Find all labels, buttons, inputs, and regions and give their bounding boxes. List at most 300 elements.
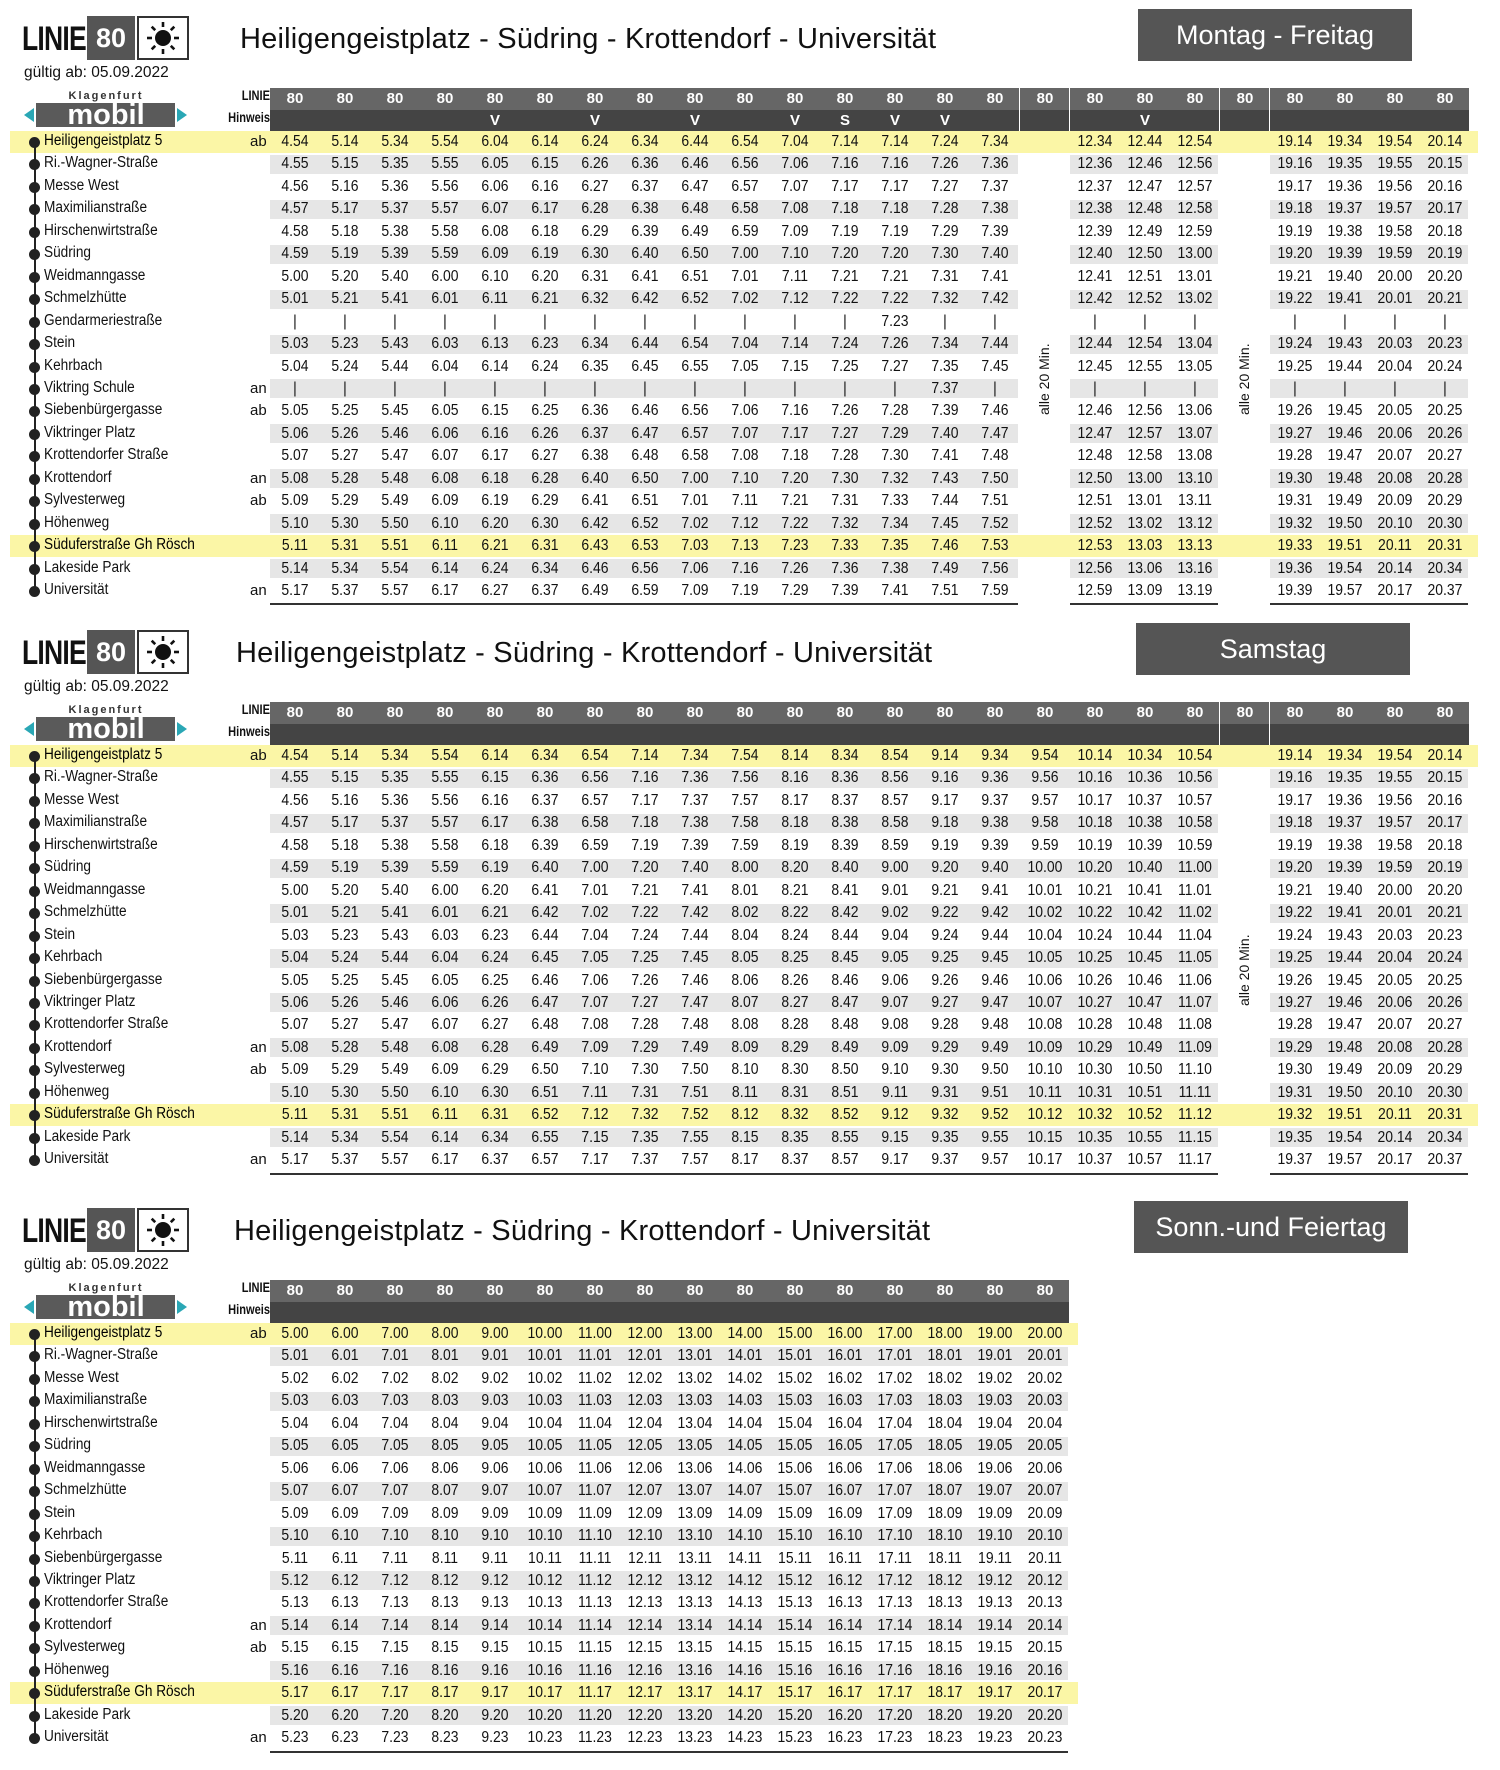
departure-time: 12.06 xyxy=(627,1459,663,1477)
departure-time: 20.06 xyxy=(1027,1459,1063,1477)
departure-time: 19.17 xyxy=(1277,791,1313,809)
departure-time: 9.34 xyxy=(981,747,1009,764)
departure-time: 12.41 xyxy=(1077,267,1113,285)
departure-time: 9.11 xyxy=(881,1083,909,1101)
departure-time: 6.41 xyxy=(631,267,659,285)
stop-marker xyxy=(29,1666,40,1677)
departure-time: 7.50 xyxy=(981,469,1009,487)
departure-time: 10.05 xyxy=(527,1437,563,1455)
linie-label: LINIE xyxy=(241,1280,270,1295)
stop-name: Ri.-Wagner-Straße xyxy=(44,1346,158,1364)
departure-time: 11.09 xyxy=(1178,1038,1212,1056)
departure-time: 19.47 xyxy=(1327,447,1363,465)
departure-time: | xyxy=(893,379,897,397)
departure-time: 9.09 xyxy=(881,1038,909,1056)
departure-time: 7.07 xyxy=(381,1482,409,1500)
departure-time: 7.19 xyxy=(831,222,859,240)
departure-time: 8.04 xyxy=(431,1414,459,1432)
departure-time: 20.09 xyxy=(1027,1504,1063,1522)
stop-marker xyxy=(29,1711,40,1722)
departure-time: 6.16 xyxy=(331,1661,359,1679)
departure-time: 13.10 xyxy=(677,1527,713,1545)
departure-time: 15.03 xyxy=(777,1392,813,1410)
departure-time: | xyxy=(1393,379,1397,397)
departure-time: | xyxy=(1343,379,1347,397)
service-note: V xyxy=(939,112,950,129)
stop-marker xyxy=(29,818,40,829)
stop-marker xyxy=(29,908,40,919)
departure-time: 7.56 xyxy=(981,559,1009,577)
departure-time: 7.48 xyxy=(681,1016,709,1034)
departure-time: 14.12 xyxy=(727,1571,763,1589)
departure-time: 9.39 xyxy=(981,836,1009,854)
departure-time: 10.16 xyxy=(1077,769,1113,787)
departure-time: 12.07 xyxy=(627,1482,663,1500)
departure-time: 7.39 xyxy=(681,836,709,854)
departure-time: 7.16 xyxy=(731,559,759,577)
departure-time: 5.01 xyxy=(281,290,309,308)
departure-time: 7.53 xyxy=(981,537,1009,555)
header-note-row xyxy=(270,724,1219,746)
departure-time: 6.17 xyxy=(431,582,459,599)
departure-time: 12.58 xyxy=(1127,447,1163,465)
departure-time: 8.08 xyxy=(731,1016,759,1034)
departure-time: 13.15 xyxy=(677,1639,713,1657)
departure-time: 20.15 xyxy=(1027,1639,1063,1657)
departure-time: 7.06 xyxy=(781,155,809,173)
stop-name: Stein xyxy=(44,1503,76,1521)
departure-time: 7.29 xyxy=(931,222,959,240)
departure-time: 10.10 xyxy=(1027,1061,1063,1079)
departure-time: 7.05 xyxy=(581,949,609,967)
departure-time: 8.00 xyxy=(731,859,759,877)
departure-time: 19.43 xyxy=(1327,335,1363,353)
departure-time: 16.17 xyxy=(827,1684,863,1702)
departure-time: 7.14 xyxy=(631,747,659,764)
stop-name: Viktringer Platz xyxy=(44,992,136,1010)
service-note: V xyxy=(489,112,500,129)
departure-time: 19.16 xyxy=(1277,155,1313,173)
arrival-departure: an xyxy=(250,379,267,397)
departure-time: 5.05 xyxy=(281,402,309,420)
departure-time: 7.06 xyxy=(731,402,759,420)
departure-time: 6.57 xyxy=(531,1151,559,1169)
departure-time: 9.21 xyxy=(931,881,959,899)
departure-time: | xyxy=(593,379,597,397)
departure-time: 5.08 xyxy=(281,1038,309,1056)
departure-time: 9.07 xyxy=(881,993,909,1011)
valid-from: gültig ab: 05.09.2022 xyxy=(24,1256,169,1273)
departure-time: 9.38 xyxy=(981,814,1009,832)
departure-time: 7.12 xyxy=(581,1106,609,1124)
departure-time: 20.17 xyxy=(1027,1684,1063,1702)
departure-time: 5.39 xyxy=(381,245,409,263)
departure-time: 13.10 xyxy=(1177,469,1213,487)
departure-time: 20.29 xyxy=(1427,492,1463,510)
departure-time: 8.26 xyxy=(781,971,809,989)
departure-time: 13.01 xyxy=(1177,267,1213,285)
departure-time: 11.07 xyxy=(1178,993,1212,1011)
departure-time: 5.14 xyxy=(281,1128,309,1146)
departure-time: 10.29 xyxy=(1077,1038,1113,1056)
departure-time: 6.31 xyxy=(581,267,609,285)
departure-time: 7.20 xyxy=(631,859,659,877)
departure-time: 9.46 xyxy=(981,971,1009,989)
departure-time: 19.07 xyxy=(977,1482,1013,1500)
departure-time: 19.41 xyxy=(1327,904,1363,922)
departure-time: 7.36 xyxy=(981,155,1009,173)
departure-time: 6.13 xyxy=(331,1594,359,1612)
stop-marker xyxy=(29,1621,40,1632)
departure-time: 7.42 xyxy=(981,290,1009,308)
departure-time: 9.15 xyxy=(481,1639,509,1657)
departure-time: 7.09 xyxy=(581,1038,609,1056)
departure-time: 16.14 xyxy=(827,1616,863,1634)
departure-time: 18.05 xyxy=(927,1437,963,1455)
departure-time: 15.05 xyxy=(777,1437,813,1455)
line-number-header: 80 xyxy=(336,1282,354,1299)
stop-marker xyxy=(29,1155,40,1166)
departure-time: | xyxy=(643,312,647,330)
header-note-row xyxy=(1220,110,1269,132)
departure-time: 17.09 xyxy=(877,1504,913,1522)
departure-time: 5.00 xyxy=(281,267,309,285)
departure-time: 9.02 xyxy=(881,904,909,922)
departure-time: 7.10 xyxy=(381,1527,409,1545)
line-number-header: 80 xyxy=(386,1282,404,1299)
departure-time: 19.11 xyxy=(978,1549,1012,1567)
departure-time: 6.04 xyxy=(481,133,509,150)
line-number-header: 80 xyxy=(636,704,654,721)
departure-time: 19.06 xyxy=(977,1459,1013,1477)
stop-name: Höhenweg xyxy=(44,513,110,531)
departure-time: 11.10 xyxy=(1178,1061,1212,1079)
arrival-departure: an xyxy=(250,1729,267,1747)
departure-time: 20.00 xyxy=(1377,267,1413,285)
stop-name: Hirschenwirtstraße xyxy=(44,1413,158,1431)
departure-time: | xyxy=(1143,312,1147,330)
departure-time: 19.30 xyxy=(1277,1061,1313,1079)
departure-time: 5.57 xyxy=(381,1151,409,1169)
departure-time: | xyxy=(343,379,347,397)
departure-time: 15.23 xyxy=(777,1729,813,1747)
departure-time: 13.04 xyxy=(1177,335,1213,353)
departure-time: 6.30 xyxy=(531,514,559,532)
departure-time: 15.01 xyxy=(777,1347,813,1365)
departure-time: 6.05 xyxy=(431,971,459,989)
departure-time: 6.49 xyxy=(681,222,709,240)
departure-time: 10.38 xyxy=(1127,814,1163,832)
departure-time: 5.27 xyxy=(331,1016,359,1034)
valid-from: gültig ab: 05.09.2022 xyxy=(24,678,169,695)
departure-time: 5.12 xyxy=(281,1571,309,1589)
route-title: Heiligengeistplatz - Südring - Krottendorf - Universität xyxy=(234,1215,931,1247)
departure-time: 16.12 xyxy=(827,1571,863,1589)
departure-time: 6.38 xyxy=(531,814,559,832)
departure-time: | xyxy=(743,379,747,397)
departure-time: 13.02 xyxy=(677,1369,713,1387)
departure-time: 10.30 xyxy=(1077,1061,1113,1079)
departure-time: 18.11 xyxy=(928,1549,962,1567)
stop-name: Kehrbach xyxy=(44,948,103,966)
departure-time: 7.26 xyxy=(881,335,909,353)
departure-time: 5.17 xyxy=(281,582,309,599)
stop-name: Sylvesterweg xyxy=(44,491,126,509)
departure-time: 13.11 xyxy=(1178,492,1212,510)
departure-time: 19.55 xyxy=(1377,155,1413,173)
departure-time: 5.01 xyxy=(281,904,309,922)
departure-time: 19.59 xyxy=(1377,245,1413,263)
departure-time: 6.28 xyxy=(531,469,559,487)
departure-time: 6.02 xyxy=(331,1369,359,1387)
departure-time: 5.39 xyxy=(381,859,409,877)
departure-time: 12.23 xyxy=(627,1729,663,1747)
departure-time: 6.06 xyxy=(331,1459,359,1477)
departure-time: 10.15 xyxy=(1027,1128,1063,1146)
departure-time: 19.56 xyxy=(1377,177,1413,195)
stop-name: Schmelzhütte xyxy=(44,289,127,307)
stop-name: Maximilianstraße xyxy=(44,1391,148,1409)
stop-marker xyxy=(29,863,40,874)
departure-time: 20.07 xyxy=(1377,447,1413,465)
departure-time: 5.10 xyxy=(281,1083,309,1101)
departure-time: 6.55 xyxy=(681,357,709,375)
departure-time: 5.48 xyxy=(381,469,409,487)
departure-time: 6.39 xyxy=(631,222,659,240)
departure-time: 9.57 xyxy=(1031,791,1059,809)
departure-time: 19.38 xyxy=(1327,222,1363,240)
stop-marker xyxy=(29,1598,40,1609)
departure-time: 8.42 xyxy=(831,904,859,922)
departure-time: 13.00 xyxy=(677,1325,713,1342)
departure-time: 20.12 xyxy=(1027,1571,1063,1589)
departure-time: 4.56 xyxy=(281,791,309,809)
departure-time: 19.09 xyxy=(977,1504,1013,1522)
stop-name: Südring xyxy=(44,244,92,262)
departure-time: 7.02 xyxy=(731,290,759,308)
stop-marker xyxy=(29,773,40,784)
departure-time: 19.39 xyxy=(1327,245,1363,263)
departure-time: 6.26 xyxy=(481,993,509,1011)
departure-time: 20.26 xyxy=(1427,993,1463,1011)
departure-time: 5.20 xyxy=(331,881,359,899)
departure-time: 20.23 xyxy=(1427,926,1463,944)
departure-time: 13.19 xyxy=(1177,582,1213,599)
departure-time: 10.05 xyxy=(1027,949,1063,967)
stop-marker xyxy=(29,1329,40,1340)
departure-time: 7.02 xyxy=(581,904,609,922)
departure-time: 20.14 xyxy=(1377,1128,1413,1146)
departure-time: 5.54 xyxy=(381,1128,409,1146)
departure-time: 12.15 xyxy=(627,1639,663,1657)
departure-time: 6.24 xyxy=(481,559,509,577)
departure-time: 20.15 xyxy=(1427,155,1463,173)
departure-time: 7.16 xyxy=(631,769,659,787)
departure-time: 9.16 xyxy=(481,1661,509,1679)
departure-time: 5.40 xyxy=(381,881,409,899)
svg-text:mobil: mobil xyxy=(67,99,145,129)
departure-time: | xyxy=(493,312,497,330)
line-number-header: 80 xyxy=(1036,704,1054,721)
departure-time: 19.32 xyxy=(1277,514,1313,532)
departure-time: 6.40 xyxy=(581,469,609,487)
departure-time: 6.58 xyxy=(681,447,709,465)
departure-time: 19.22 xyxy=(1277,904,1313,922)
departure-time: 5.23 xyxy=(281,1729,309,1747)
departure-time: 7.15 xyxy=(581,1128,609,1146)
departure-time: 12.48 xyxy=(1077,447,1113,465)
stop-name: Sylvesterweg xyxy=(44,1638,126,1656)
departure-time: 7.11 xyxy=(731,492,759,510)
line-number-header: 80 xyxy=(1036,1282,1054,1299)
departure-time: 15.04 xyxy=(777,1414,813,1432)
departure-time: 7.45 xyxy=(931,514,959,532)
line-number-header: 80 xyxy=(786,704,804,721)
departure-time: 5.56 xyxy=(431,791,459,809)
stop-marker xyxy=(29,519,40,530)
departure-time: 11.17 xyxy=(578,1684,612,1702)
departure-time: 5.58 xyxy=(431,222,459,240)
departure-time: 6.35 xyxy=(581,357,609,375)
departure-time: 20.34 xyxy=(1427,1128,1463,1146)
departure-time: 7.26 xyxy=(631,971,659,989)
departure-time: 18.04 xyxy=(927,1414,963,1432)
departure-time: 8.45 xyxy=(831,949,859,967)
departure-time: | xyxy=(843,312,847,330)
departure-time: 5.34 xyxy=(331,559,359,577)
departure-time: 5.05 xyxy=(281,1437,309,1455)
departure-time: 8.05 xyxy=(731,949,759,967)
departure-time: 7.28 xyxy=(881,402,909,420)
header-note-row xyxy=(1270,110,1469,132)
departure-time: 12.34 xyxy=(1077,133,1113,150)
departure-time: 6.47 xyxy=(531,993,559,1011)
departure-time: 7.23 xyxy=(881,312,909,330)
departure-time: 8.11 xyxy=(731,1083,759,1101)
departure-time: 19.39 xyxy=(1327,859,1363,877)
departure-time: 20.14 xyxy=(1027,1616,1063,1634)
departure-time: 6.45 xyxy=(531,949,559,967)
departure-time: 6.09 xyxy=(331,1504,359,1522)
departure-time: 6.52 xyxy=(531,1106,559,1124)
departure-time: 5.34 xyxy=(381,133,409,150)
departure-time: 10.52 xyxy=(1127,1106,1163,1124)
line-number-header: 80 xyxy=(1336,704,1354,721)
departure-time: 20.25 xyxy=(1427,971,1463,989)
departure-time: | xyxy=(993,312,997,330)
departure-time: 19.33 xyxy=(1277,537,1313,555)
departure-time: 10.24 xyxy=(1077,926,1113,944)
departure-time: 7.05 xyxy=(731,357,759,375)
departure-time: 6.46 xyxy=(631,402,659,420)
departure-time: 7.29 xyxy=(781,582,809,599)
line-number-header: 80 xyxy=(836,704,854,721)
departure-time: 19.45 xyxy=(1327,402,1363,420)
departure-time: 11.14 xyxy=(578,1616,612,1634)
line-number-header: 80 xyxy=(886,704,904,721)
stop-marker xyxy=(29,1133,40,1144)
departure-time: 4.59 xyxy=(281,859,309,877)
departure-time: 6.53 xyxy=(631,537,659,555)
departure-time: 8.46 xyxy=(831,971,859,989)
departure-time: 7.31 xyxy=(831,492,859,510)
line-number-header: 80 xyxy=(1436,704,1454,721)
departure-time: 9.29 xyxy=(931,1038,959,1056)
departure-time: 5.55 xyxy=(431,769,459,787)
departure-time: 12.46 xyxy=(1077,402,1113,420)
departure-time: 7.31 xyxy=(931,267,959,285)
line-number-header: 80 xyxy=(286,90,304,107)
departure-time: 20.30 xyxy=(1427,514,1463,532)
departure-time: 7.49 xyxy=(681,1038,709,1056)
service-note: V xyxy=(1139,112,1150,129)
departure-time: 5.54 xyxy=(431,747,459,764)
departure-time: 7.45 xyxy=(981,357,1009,375)
departure-time: 5.19 xyxy=(331,859,359,877)
departure-time: 9.31 xyxy=(931,1083,959,1101)
departure-time: 16.20 xyxy=(827,1706,863,1724)
departure-time: 5.23 xyxy=(331,926,359,944)
departure-time: 18.09 xyxy=(927,1504,963,1522)
departure-time: 10.17 xyxy=(1077,791,1113,809)
departure-time: 19.25 xyxy=(1277,357,1313,375)
departure-time: 19.46 xyxy=(1327,993,1363,1011)
departure-time: 6.58 xyxy=(581,814,609,832)
hinweis-label: Hinweis xyxy=(228,1302,270,1317)
departure-time: 7.08 xyxy=(731,447,759,465)
stop-marker xyxy=(29,339,40,350)
departure-time: 9.17 xyxy=(481,1684,509,1702)
departure-time: 7.52 xyxy=(681,1106,709,1124)
every-20-min-note: alle 20 Min. xyxy=(1236,934,1252,1007)
departure-time: 19.28 xyxy=(1277,447,1313,465)
stop-name: Heiligengeistplatz 5 xyxy=(44,1324,163,1341)
linie-label: LINIE xyxy=(241,88,270,103)
departure-time: 10.07 xyxy=(527,1482,563,1500)
departure-time: 20.09 xyxy=(1377,1061,1413,1079)
departure-time: 10.40 xyxy=(1127,859,1163,877)
departure-time: 19.50 xyxy=(1327,1083,1363,1101)
departure-time: 18.23 xyxy=(927,1729,963,1747)
departure-time: 17.13 xyxy=(877,1594,913,1612)
departure-time: 19.57 xyxy=(1377,200,1413,218)
departure-time: 7.03 xyxy=(381,1392,409,1410)
departure-time: 7.09 xyxy=(381,1504,409,1522)
departure-time: 6.44 xyxy=(631,335,659,353)
line-number-header: 80 xyxy=(986,704,1004,721)
departure-time: 9.40 xyxy=(981,859,1009,877)
departure-time: 14.00 xyxy=(727,1325,763,1342)
departure-time: 8.17 xyxy=(731,1151,759,1169)
departure-time: 7.48 xyxy=(981,447,1009,465)
departure-time: 5.11 xyxy=(281,1106,309,1124)
departure-time: 7.27 xyxy=(931,177,959,195)
departure-time: 6.37 xyxy=(531,582,559,599)
departure-time: 10.57 xyxy=(1127,1151,1163,1169)
departure-time: 19.03 xyxy=(977,1392,1013,1410)
departure-time: 6.09 xyxy=(431,492,459,510)
departure-time: 7.30 xyxy=(931,245,959,263)
departure-time: 6.58 xyxy=(731,200,759,218)
departure-time: 13.11 xyxy=(678,1549,712,1567)
departure-time: 8.35 xyxy=(781,1128,809,1146)
departure-time: 5.03 xyxy=(281,1392,309,1410)
departure-time: 10.17 xyxy=(1027,1151,1063,1169)
departure-time: 6.41 xyxy=(581,492,609,510)
departure-time: 20.04 xyxy=(1377,949,1413,967)
departure-time: 7.04 xyxy=(581,926,609,944)
stop-name: Weidmanngasse xyxy=(44,1458,146,1476)
